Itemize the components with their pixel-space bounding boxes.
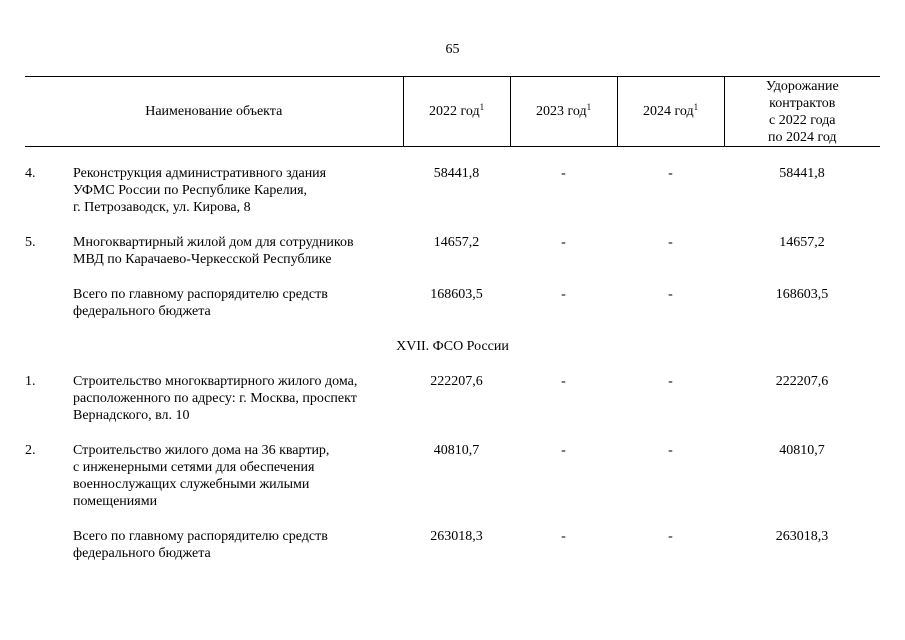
value-increase: 168603,5 [775, 287, 829, 302]
row-number: 4. [25, 166, 36, 181]
row-number [25, 528, 73, 562]
value-2024: - [668, 235, 673, 250]
table-row-total [25, 528, 880, 562]
row-name: Многоквартирный жилой дом для сотрудников МВД по Карачаево-Черкесской Республике [73, 235, 354, 267]
header-increase: Удорожание контрактов с 2022 года по 2024 год [724, 77, 880, 147]
value-2023: - [561, 287, 566, 302]
value-2024: - [668, 166, 673, 181]
table-row [25, 373, 880, 424]
value-increase: 58441,8 [779, 166, 825, 181]
budget-table [25, 76, 880, 562]
page-number: 65 [445, 42, 460, 57]
value-2022: 168603,5 [430, 287, 483, 302]
table-row-total [25, 286, 880, 320]
value-2022: 263018,3 [430, 529, 483, 544]
table-header-row [25, 77, 880, 147]
header-2022: 2022 год$^1$ [403, 77, 510, 147]
section-header-row [25, 338, 880, 355]
value-2023: - [561, 529, 566, 544]
value-2022: 58441,8 [433, 166, 480, 181]
value-2024: - [668, 374, 673, 389]
header-name: Наименование объекта [25, 77, 403, 147]
value-2022: 40810,7 [433, 443, 480, 458]
row-name: Строительство многоквартирного жилого дома, расположенного по адресу: г. Москва, проспект Вернадского, вл. 10 [73, 374, 358, 423]
value-2022: 14657,2 [433, 235, 480, 250]
value-2023: - [561, 235, 566, 250]
row-name: Реконструкция административного здания УФМС России по Республике Карелия, г. Петрозаводск, ул. Кирова, 8 [73, 166, 327, 215]
value-2024: - [668, 443, 673, 458]
row-name: Всего по главному распорядителю средств федерального бюджета [73, 287, 328, 319]
header-2023: 2023 год$^1$ [510, 77, 617, 147]
row-number: 1. [25, 374, 36, 389]
header-2024: 2024 год$^1$ [617, 77, 724, 147]
value-2023: - [561, 443, 566, 458]
value-2022: 222207,6 [430, 374, 483, 389]
table-row [25, 165, 880, 216]
table-row [25, 442, 880, 510]
value-increase: 222207,6 [775, 374, 829, 389]
table-row [25, 234, 880, 268]
row-number [25, 286, 73, 320]
section-title: XVII. ФСО России [396, 339, 509, 354]
value-2023: - [561, 374, 566, 389]
row-number: 2. [25, 443, 36, 458]
value-increase: 40810,7 [779, 443, 825, 458]
value-2024: - [668, 529, 673, 544]
value-increase: 14657,2 [779, 235, 825, 250]
row-name: Строительство жилого дома на 36 квартир, с инженерными сетями для обеспечения военнослужащих служебными жилыми помещениями [73, 443, 330, 509]
row-number: 5. [25, 235, 36, 250]
value-2023: - [561, 166, 566, 181]
value-2024: - [668, 287, 673, 302]
value-increase: 263018,3 [775, 529, 829, 544]
row-name: Всего по главному распорядителю средств федерального бюджета [73, 529, 328, 561]
